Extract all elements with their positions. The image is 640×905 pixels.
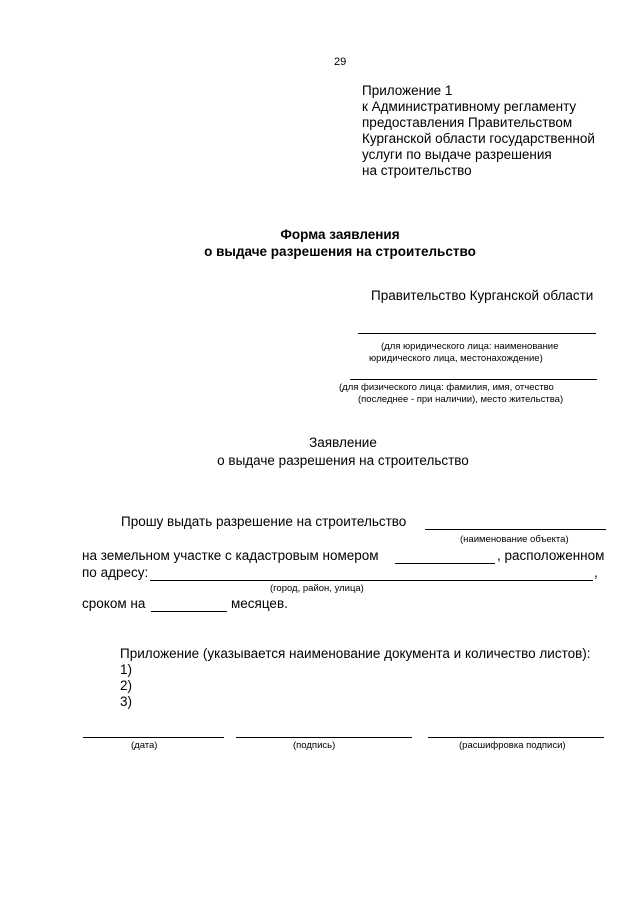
attachments-heading: Приложение (указывается наименование документа и количество листов): bbox=[120, 646, 591, 661]
statement-title-line1: Заявление bbox=[309, 435, 377, 450]
address-end: , bbox=[594, 565, 598, 580]
attachment-item: 2) bbox=[120, 678, 133, 693]
annex-line: к Административному регламенту bbox=[362, 99, 577, 114]
cadastral-number-line bbox=[395, 563, 495, 564]
address-note: (город, район, улица) bbox=[270, 583, 364, 594]
plot-left-text: на земельном участке с кадастровым номером bbox=[82, 548, 379, 563]
term-unit: месяцев. bbox=[231, 596, 288, 611]
individual-note-line2: (последнее - при наличии), место жительства) bbox=[358, 394, 564, 405]
term-label: сроком на bbox=[82, 596, 146, 611]
date-label: (дата) bbox=[131, 740, 158, 751]
form-title-line2: о выдаче разрешения на строительство bbox=[204, 244, 476, 259]
annex-line: Курганской области государственной bbox=[362, 131, 595, 146]
request-text: Прошу выдать разрешение на строительство bbox=[121, 514, 407, 529]
address-line bbox=[150, 580, 593, 581]
object-note: (наименование объекта) bbox=[460, 534, 569, 545]
annex-line: Приложение 1 bbox=[362, 83, 453, 98]
legal-entity-note-line1: (для юридического лица: наименование bbox=[381, 341, 559, 352]
statement-title bbox=[0, 434, 640, 470]
attachment-item: 3) bbox=[120, 694, 133, 709]
date-line bbox=[83, 737, 224, 738]
legal-entity-line bbox=[358, 333, 596, 334]
annex-line: на строительство bbox=[362, 163, 472, 178]
individual-line bbox=[350, 379, 597, 380]
annex-line: услуги по выдаче разрешения bbox=[362, 147, 552, 162]
signature-line bbox=[236, 737, 412, 738]
plot-right-text: , расположенном bbox=[497, 548, 605, 563]
legal-entity-note-line2: юридического лица, местонахождение) bbox=[369, 353, 543, 364]
form-title bbox=[0, 226, 640, 260]
statement-title-line2: о выдаче разрешения на строительство bbox=[217, 453, 469, 468]
address-label: по адресу: bbox=[82, 565, 149, 580]
attachment-item: 1) bbox=[120, 662, 133, 677]
term-line bbox=[151, 611, 227, 612]
individual-note-line1: (для физического лица: фамилия, имя, отчество bbox=[339, 382, 554, 393]
recipient: Правительство Курганской области bbox=[371, 288, 594, 303]
signature-decode-label: (расшифровка подписи) bbox=[459, 740, 566, 751]
annex-block bbox=[362, 83, 595, 179]
page-number: 29 bbox=[334, 56, 347, 68]
object-name-line bbox=[425, 529, 606, 530]
form-title-line1: Форма заявления bbox=[280, 227, 400, 242]
annex-line: предоставления Правительством bbox=[362, 115, 573, 130]
signature-decode-line bbox=[428, 737, 604, 738]
signature-label: (подпись) bbox=[293, 740, 336, 751]
